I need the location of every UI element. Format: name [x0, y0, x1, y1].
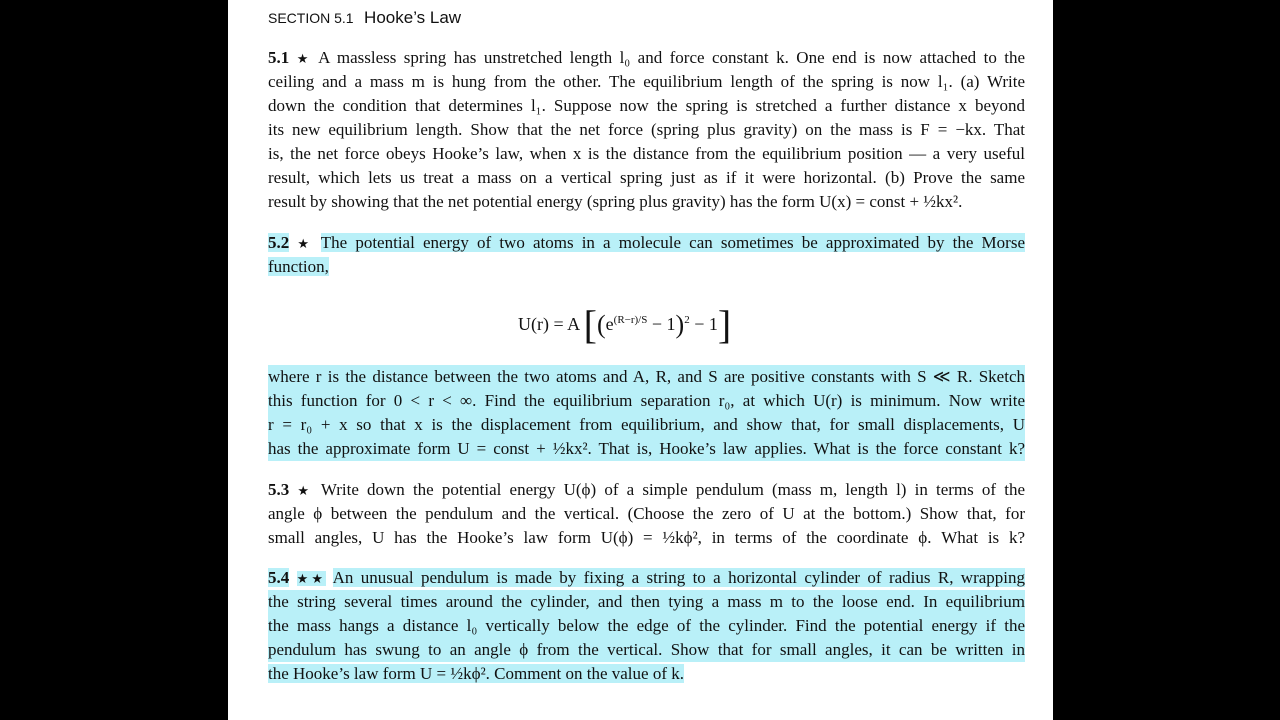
difficulty-stars: ★: [297, 236, 313, 251]
difficulty-stars: ★★: [296, 571, 327, 586]
section-header: [268, 8, 461, 28]
problem-line: [268, 255, 1025, 279]
problem-line: the string several times around the cylinder, and then tying a mass m to the loose end. In equilibrium: [268, 590, 1025, 614]
problem-line: the mass hangs a distance l₀ vertically below the edge of the cylinder. Find the potential energy if the: [268, 614, 1025, 638]
equation-lhs: U(r) = A: [518, 314, 580, 334]
problem-line: pendulum has swung to an angle ϕ from the vertical. Show that for small angles, it can be written in: [268, 638, 1025, 662]
section-title: Hooke’s Law: [364, 8, 462, 27]
problem-line: this function for 0 < r < ∞. Find the equilibrium separation r₀, at which U(r) is minimum. Now write: [268, 389, 1025, 413]
problem-text: the Hooke’s law form U = ½kϕ². Comment on the value of k.: [268, 664, 684, 683]
problem-text: function,: [268, 257, 329, 276]
problem-line: result by showing that the net potential energy (spring plus gravity) has the form U(x) = const + ½kx².: [268, 192, 963, 211]
problem-line: angle ϕ between the pendulum and the vertical. (Choose the zero of U at the bottom.) Show that, for: [268, 504, 1025, 523]
equation-power: 2: [684, 314, 690, 326]
problem-line: [268, 46, 1025, 70]
problem-line: [268, 231, 1025, 255]
difficulty-stars: ★: [296, 51, 312, 66]
problem-line: small angles, U has the Hooke’s law form U(ϕ) = ½kϕ², in terms of the coordinate ϕ. What is k?: [268, 528, 1025, 547]
problem-number: 5.2: [268, 233, 290, 252]
problem-number: 5.1: [268, 48, 290, 67]
problem-line: where r is the distance between the two atoms and A, R, and S are positive constants with S ≪ R. Sketch: [268, 365, 1025, 389]
problem-text: A massless spring has unstretched length l₀ and force constant k. One end is now attached to the: [318, 48, 1026, 67]
problem-line: [268, 566, 1025, 590]
problem-number: 5.3: [268, 480, 290, 499]
problem-text: An unusual pendulum is made by fixing a string to a horizontal cylinder of radius R, wrapping: [332, 568, 1026, 587]
equation-tail: − 1: [694, 314, 718, 334]
difficulty-stars: ★: [297, 483, 313, 498]
problem-line: [268, 478, 1025, 502]
problem-text: Write down the potential energy U(ϕ) of a simple pendulum (mass m, length l) in terms of the: [320, 480, 1026, 499]
problem-line: result, which lets us treat a mass on a vertical spring just as if it were horizontal. (b) Prove the same: [268, 168, 1025, 187]
equation-minus-one: − 1: [651, 314, 676, 334]
problem-line: its new equilibrium length. Show that the net force (spring plus gravity) on the mass is F = −kx. That: [268, 120, 1025, 139]
problem-line: ceiling and a mass m is hung from the other. The equilibrium length of the spring is now l₁. (a) Write: [268, 72, 1025, 91]
equation-exponent: (R−r)/S: [613, 314, 648, 326]
problem-line: [268, 662, 1025, 686]
problem-line: r = r₀ + x so that x is the displacement from equilibrium, and show that, for small displacements, U: [268, 413, 1025, 437]
section-number: SECTION 5.1: [268, 10, 354, 26]
document-page: [228, 0, 1053, 720]
problem-line: down the condition that determines l₁. Suppose now the spring is stretched a further distance x beyond: [268, 96, 1025, 115]
problem-number: 5.4: [268, 568, 290, 587]
morse-equation: U(r) = A $[(e^{(R-r)/S} - 1)^2 - 1]$: [518, 302, 732, 347]
equation-base: e: [605, 314, 614, 334]
problem-line: has the approximate form U = const + ½kx². That is, Hooke’s law applies. What is the force constant k?: [268, 437, 1025, 461]
problem-text: The potential energy of two atoms in a molecule can sometimes be approximated by the Morse: [320, 233, 1025, 252]
problem-line: is, the net force obeys Hooke’s law, when x is the distance from the equilibrium position — a very useful: [268, 144, 1025, 163]
